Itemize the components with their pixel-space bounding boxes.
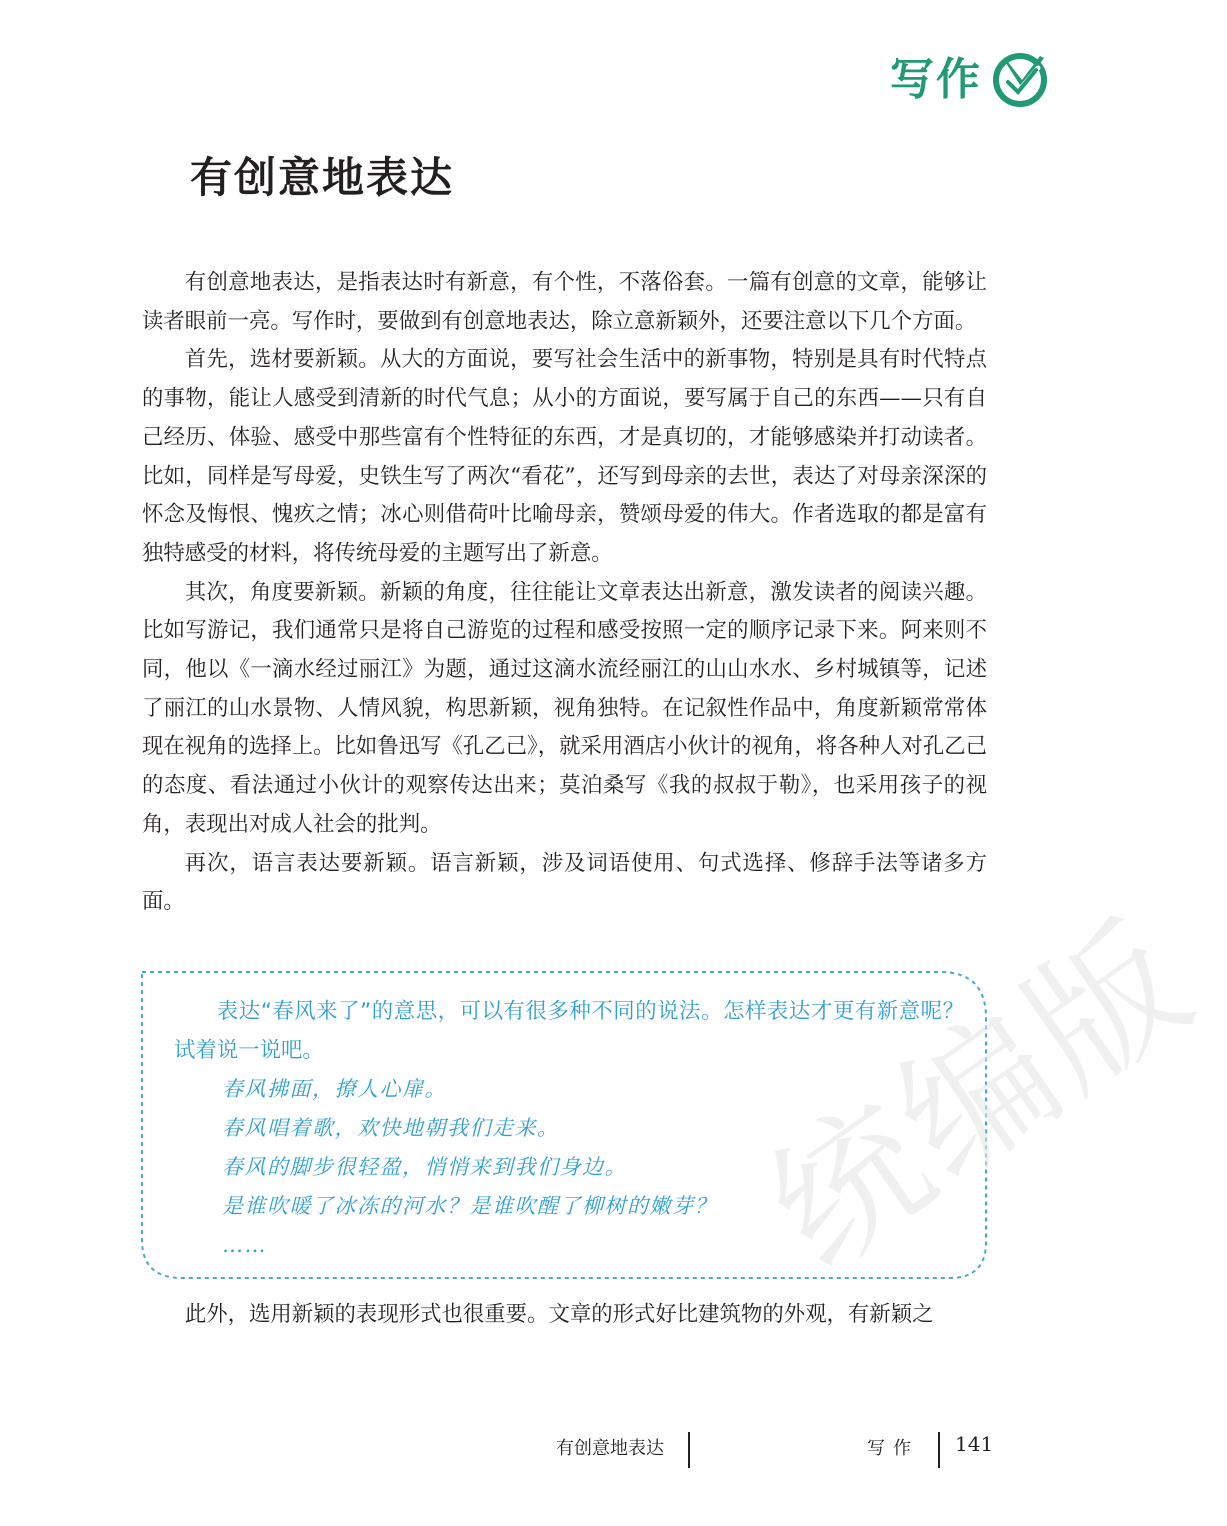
callout-prompt: 表达“春风来了”的意思，可以有很多种不同的说法。怎样表达才更有新意呢？试着说一说吧。	[174, 999, 964, 1063]
footer-lesson-title: 有创意地表达	[556, 1438, 664, 1459]
paragraph-language: 再次，语言表达要新颖。语言新颖，涉及词语使用、句式选择、修辞手法等诸多方面。	[142, 850, 987, 915]
paragraph-form: 此外，选用新颖的表现形式也很重要。文章的形式好比建筑物的外观，有新颖之	[184, 1302, 934, 1327]
footer-divider	[938, 1432, 940, 1468]
body-text-continued	[142, 1296, 987, 1335]
page-footer	[0, 1432, 1080, 1472]
publisher-watermark: 统编版	[740, 890, 1224, 1302]
paragraph-intro: 有创意地表达，是指表达时有新意，有个性，不落俗套。一篇有创意的文章，能够让读者眼前一亮。写作时，要做到有创意地表达，除立意新颖外，还要注意以下几个方面。	[142, 270, 987, 334]
callout-example: 是谁吹暖了冰冻的河水？是谁吹醒了柳树的嫩芽？	[222, 1194, 717, 1218]
footer-section-label: 写作	[867, 1438, 919, 1459]
body-text	[142, 264, 987, 922]
paragraph-angle: 其次，角度要新颖。新颖的角度，往往能让文章表达出新意，激发读者的阅读兴趣。比如写游记，我们通常只是将自己游览的过程和感受按照一定的顺序记录下来。阿来则不同，他以《一滴水经过丽江》为题，通过这滴水流经丽江的山山水水、乡村城镇等，记述了丽江的山水景物、人情风貌，构思新颖，视角独特。在记叙性作品中，角度新颖常常体现在视角的选择上。比如鲁迅写《孔乙己》，就采用酒店小伙计的视角，将各种人对孔乙己的态度、看法通过小伙计的观察传达出来；莫泊桑写《我的叔叔于勒》，也采用孩子的视角，表现出对成人社会的批判。	[142, 579, 987, 837]
checkmark-badge-icon	[992, 52, 1048, 108]
callout-example: 春风唱着歌，欢快地朝我们走来。	[222, 1116, 560, 1140]
section-label: 写作	[890, 54, 982, 105]
page-number: 141	[955, 1432, 994, 1456]
callout-example: ……	[222, 1233, 267, 1257]
paragraph-material: 首先，选材要新颖。从大的方面说，要写社会生活中的新事物，特别是具有时代特点的事物，能让人感受到清新的时代气息；从小的方面说，要写属于自己的东西——只有自己经历、体验、感受中那些富有个性特征的东西，才是真切的，才能够感染并打动读者。比如，同样是写母爱，史铁生写了两次“看花”，还写到母亲的去世，表达了对母亲深深的怀念及悔恨、愧疚之情；冰心则借荷叶比喻母亲，赞颂母爱的伟大。作者选取的都是富有独特感受的材料，将传统母爱的主题写出了新意。	[142, 347, 987, 566]
callout-example: 春风的脚步很轻盈，悄悄来到我们身边。	[222, 1155, 627, 1179]
callout-example: 春风拂面，撩人心扉。	[222, 1077, 447, 1101]
footer-divider	[688, 1432, 690, 1468]
page-title: 有创意地表达	[190, 153, 455, 202]
